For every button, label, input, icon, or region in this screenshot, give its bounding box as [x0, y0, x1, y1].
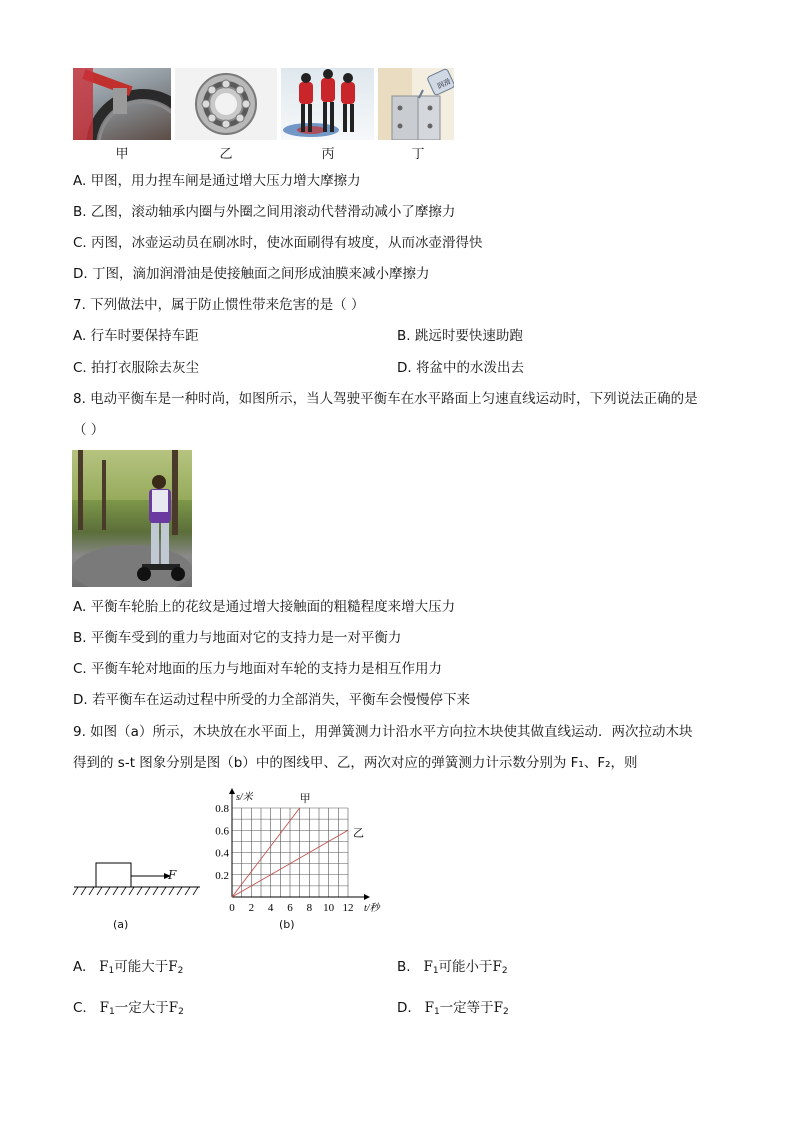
q8-option-a: A. 平衡车轮胎上的花纹是通过增大接触面的粗糙程度来增大压力: [73, 599, 456, 615]
y-tick-label: 0.2: [215, 869, 229, 882]
q8-image-balance-scooter: [72, 450, 192, 587]
q7-option-a: A. 行车时要保持车距: [73, 328, 199, 344]
q9-stem-line2: 得到的 s-t 图象分别是图（b）中的图线甲、乙，两次对应的弹簧测力计示数分别为 F₁、F₂，则: [73, 755, 638, 771]
caption-yi: 乙: [219, 147, 233, 162]
series-label-jia: 甲: [299, 792, 311, 805]
q8-stem-line2: （ ）: [73, 422, 105, 438]
q9-stem-line1: 9. 如图（a）所示，木块放在水平面上，用弹簧测力计沿水平方向拉木块使其做直线运动．两次拉动木块: [73, 724, 693, 740]
q9-option-a: A. $F_1$可能大于$F_2$: [73, 959, 184, 976]
q6-option-d: D. 丁图，滴加润滑油是使接触面之间形成油膜来减小摩擦力: [73, 266, 430, 282]
y-axis-arrow: [229, 788, 235, 794]
figure-a-label: (a): [113, 918, 129, 931]
x-tick-label: 0: [229, 902, 235, 914]
y-axis-label: s/米: [236, 792, 253, 803]
x-tick-label: 10: [323, 902, 335, 914]
q6-image-curling: [281, 68, 374, 140]
st-chart: [205, 785, 385, 915]
q8-option-c: C. 平衡车轮对地面的压力与地面对车轮的支持力是相互作用力: [73, 661, 443, 677]
caption-bing: 丙: [321, 147, 335, 162]
q7-option-c: C. 拍打衣服除去灰尘: [73, 360, 200, 376]
q9-option-d: D. $F_1$一定等于$F_2$: [397, 1000, 509, 1017]
x-tick-label: 8: [306, 902, 313, 914]
bearing-photo: [175, 68, 277, 140]
y-tick-label: 0.6: [215, 825, 229, 838]
q6-option-c: C. 丙图，冰壶运动员在刷冰时，使冰面刷得有坡度，从而冰壶滑得快: [73, 235, 483, 251]
curling-photo: [281, 68, 374, 140]
x-tick-label: 2: [248, 902, 255, 914]
x-tick-label: 12: [342, 902, 354, 914]
q6-image-ball-bearing: [175, 68, 277, 140]
figure-b-label: (b): [279, 918, 295, 931]
q6-option-a: A. 甲图，用力捏车闸是通过增大压力增大摩擦力: [73, 173, 361, 189]
bicycle-brake-photo: [73, 68, 171, 140]
x-tick-label: 4: [267, 902, 274, 914]
q6-image-bicycle-brake: [73, 68, 171, 140]
caption-ding: 丁: [411, 147, 425, 162]
force-label: F: [168, 868, 177, 882]
x-axis-label: t/秒: [364, 903, 380, 914]
caption-jia: 甲: [115, 147, 129, 162]
x-axis-arrow: [364, 894, 370, 900]
figure-a-block-diagram: [72, 855, 202, 905]
x-tick-label: 6: [287, 902, 293, 914]
q9-option-c: C. $F_1$一定大于$F_2$: [73, 1000, 184, 1017]
q6-image-hinge-oil: [378, 68, 454, 140]
y-tick-label: 0.8: [215, 803, 229, 815]
q8-option-b: B. 平衡车受到的重力与地面对它的支持力是一对平衡力: [73, 630, 402, 646]
balance-scooter-photo: [72, 450, 192, 587]
q6-option-b: B. 乙图，滚动轴承内圈与外圈之间用滚动代替滑动减小了摩擦力: [73, 204, 456, 220]
q8-option-d: D. 若平衡车在运动过程中所受的力全部消失，平衡车会慢慢停下来: [73, 692, 470, 708]
q7-option-b: B. 跳远时要快速助跑: [397, 328, 523, 344]
q7-option-d: D. 将盆中的水泼出去: [397, 360, 524, 376]
q8-stem-line1: 8. 电动平衡车是一种时尚，如图所示，当人驾驶平衡车在水平路面上匀速直线运动时，下列说法正确的是: [73, 391, 698, 407]
q9-option-b: B. $F_1$可能小于$F_2$: [397, 959, 508, 976]
oil-bottle-label: 润滑: [435, 77, 453, 91]
y-tick-label: 0.4: [215, 847, 229, 860]
q7-stem: 7. 下列做法中，属于防止惯性带来危害的是（ ）: [73, 297, 365, 313]
series-label-yi: 乙: [353, 826, 364, 840]
